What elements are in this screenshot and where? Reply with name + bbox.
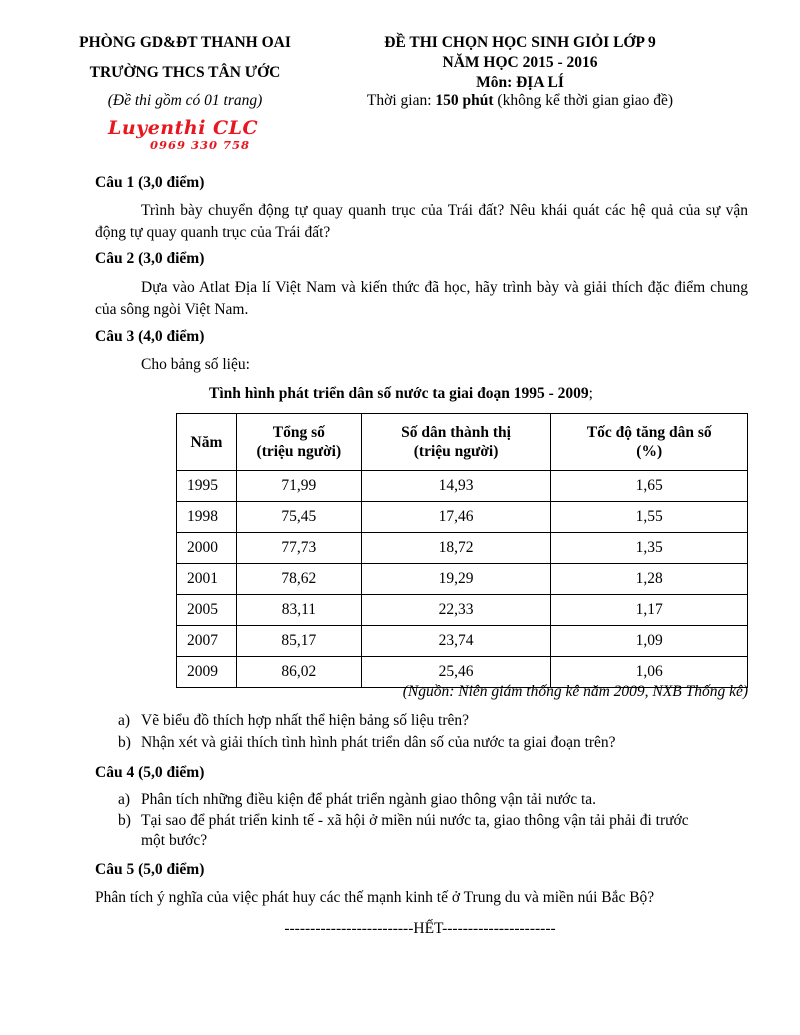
question-2-heading: Câu 2 (3,0 điểm) [95, 250, 205, 267]
question-3a-label: a) [118, 712, 131, 729]
exam-time-value: 150 phút [435, 92, 494, 109]
table-row [177, 564, 748, 595]
watermark-logo-name: Luyenthi CLC [108, 117, 259, 139]
table-title [209, 385, 593, 403]
table-cell: 86,02 [236, 657, 361, 688]
exam-time-label: Thời gian: [366, 92, 436, 109]
table-cell: 19,29 [361, 564, 551, 595]
question-5-text: Phân tích ý nghĩa của việc phát huy các thế mạnh kinh tế ở Trung du và miền núi Bắc Bộ? [95, 889, 655, 906]
question-4a-text: Phân tích những điều kiện để phát triển ngành giao thông vận tải nước ta. [141, 791, 597, 808]
question-3b-label: b) [118, 734, 131, 751]
question-5-heading: Câu 5 (5,0 điểm) [95, 861, 205, 878]
table-cell: 71,99 [236, 471, 361, 502]
exam-time [340, 92, 700, 110]
table-cell: 78,62 [236, 564, 361, 595]
table-cell: 23,74 [361, 626, 551, 657]
table-row [177, 626, 748, 657]
table-cell: 2009 [177, 657, 237, 688]
question-3b-text: Nhận xét và giải thích tình hình phát triển dân số của nước ta giai đoạn trên? [141, 734, 616, 751]
school-year: NĂM HỌC 2015 - 2016 [442, 54, 598, 71]
watermark-logo-phone: 0969 330 758 [150, 138, 251, 152]
table-cell: 17,46 [361, 502, 551, 533]
department-name: PHÒNG GD&ĐT THANH OAI [79, 34, 291, 51]
table-cell: 1,28 [551, 564, 748, 595]
table-cell: 75,45 [236, 502, 361, 533]
table-cell: 2007 [177, 626, 237, 657]
table-header-row [177, 414, 748, 471]
table-cell: 14,93 [361, 471, 551, 502]
table-cell: 1,17 [551, 595, 748, 626]
table-cell: 1,65 [551, 471, 748, 502]
table-cell: 1,35 [551, 533, 748, 564]
table-cell: 1995 [177, 471, 237, 502]
column-header-urban: Số dân thành thị (triệu người) [361, 414, 551, 471]
question-2-text: Dựa vào Atlat Địa lí Việt Nam và kiến thức đã học, hãy trình bày và giải thích đặc điểm chung của sông ngòi Việt Nam. [95, 279, 748, 318]
table-cell: 77,73 [236, 533, 361, 564]
question-4-heading: Câu 4 (5,0 điểm) [95, 764, 205, 781]
population-table [176, 413, 748, 688]
question-3a-text: Vẽ biểu đồ thích hợp nhất thể hiện bảng số liệu trên? [141, 712, 470, 729]
question-3-heading: Câu 3 (4,0 điểm) [95, 328, 205, 345]
table-cell: 1,55 [551, 502, 748, 533]
table-source: (Nguồn: Niên giám thống kê năm 2009, NXB Thống kê) [402, 683, 748, 700]
question-4b-text: Tại sao để phát triển kinh tế - xã hội ở miền núi nước ta, giao thông vận tải phải đi trước [141, 812, 689, 829]
table-row [177, 471, 748, 502]
page-count-note: (Đề thi gồm có 01 trang) [107, 92, 263, 109]
table-cell: 22,33 [361, 595, 551, 626]
exam-time-note: (không kể thời gian giao đề) [493, 92, 674, 109]
table-cell: 25,46 [361, 657, 551, 688]
table-cell: 83,11 [236, 595, 361, 626]
table-row [177, 595, 748, 626]
exam-title: ĐỀ THI CHỌN HỌC SINH GIỎI LỚP 9 [384, 34, 656, 51]
question-4b-label: b) [118, 812, 131, 829]
end-marker: -------------------------HẾT---------------------- [284, 920, 556, 937]
table-cell: 18,72 [361, 533, 551, 564]
school-name: TRƯỜNG THCS TÂN ƯỚC [89, 64, 281, 81]
table-cell: 1998 [177, 502, 237, 533]
table-cell: 2000 [177, 533, 237, 564]
question-4a-label: a) [118, 791, 131, 808]
table-cell: 2005 [177, 595, 237, 626]
table-row [177, 533, 748, 564]
column-header-year: Năm [177, 414, 237, 471]
table-cell: 1,06 [551, 657, 748, 688]
table-cell: 85,17 [236, 626, 361, 657]
table-title-suffix: ; [588, 385, 593, 402]
table-row [177, 502, 748, 533]
table-title-text: Tình hình phát triển dân số nước ta giai đoạn 1995 - 2009 [209, 385, 589, 402]
table-cell: 1,09 [551, 626, 748, 657]
column-header-growth: Tốc độ tăng dân số (%) [551, 414, 748, 471]
table-cell: 2001 [177, 564, 237, 595]
question-1-text: Trình bày chuyển động tự quay quanh trục của Trái đất? Nêu khái quát các hệ quả của sự vận động tự quay quanh trục của Trái đất? [95, 202, 748, 241]
column-header-total: Tổng số (triệu người) [236, 414, 361, 471]
question-4b-text-cont: một bước? [141, 832, 208, 849]
subject: Môn: ĐỊA LÍ [476, 74, 564, 91]
question-3-intro: Cho bảng số liệu: [141, 356, 250, 373]
question-1-heading: Câu 1 (3,0 điểm) [95, 174, 205, 191]
